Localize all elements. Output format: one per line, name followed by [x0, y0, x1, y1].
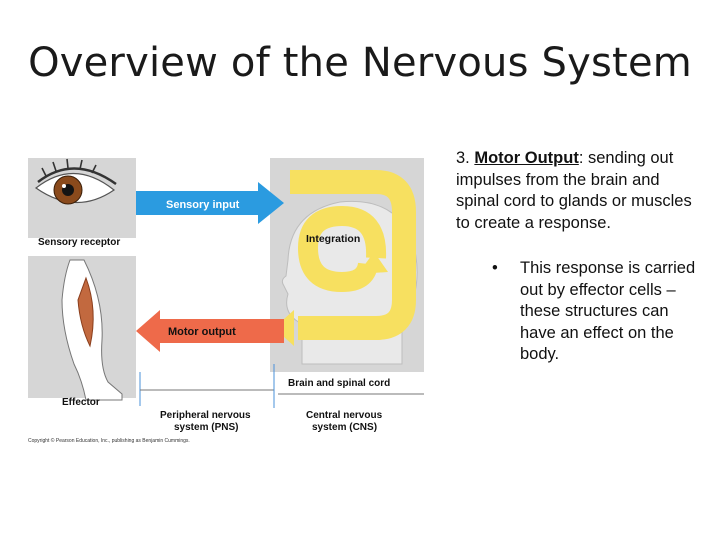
effector-label: Effector	[62, 397, 100, 408]
motor-output-arrow	[136, 310, 284, 352]
pns-label-line2: system (PNS)	[174, 422, 239, 433]
point-number: 3.	[456, 149, 470, 167]
point-text: : sending out impulses from the brain and spinal cord to glands or muscles to create a response.	[456, 149, 692, 232]
integration-label: Integration	[306, 233, 361, 245]
brain-spinal-cord-label: Brain and spinal cord	[288, 378, 391, 389]
cns-label-line1: Central nervous	[306, 410, 383, 421]
sensory-receptor-label: Sensory receptor	[38, 237, 121, 248]
pns-label-line1: Peripheral nervous	[160, 410, 251, 421]
sensory-input-label: Sensory input	[166, 199, 240, 211]
bullet-text: This response is carried out by effector cells – these structures can have an effect on the body.	[520, 259, 696, 364]
slide-title: Overview of the Nervous System	[28, 40, 692, 86]
motor-output-label: Motor output	[168, 326, 236, 338]
cns-label-line2: system (CNS)	[312, 422, 378, 433]
point-paragraph	[456, 148, 706, 234]
diagram-canvas	[26, 150, 434, 450]
nervous-system-diagram	[26, 150, 434, 450]
bullet-marker: •	[492, 259, 498, 277]
copyright-notice: Copyright © Pearson Education, Inc., publishing as Benjamin Cummings.	[28, 438, 190, 444]
point-heading: Motor Output	[474, 149, 579, 167]
sensory-input-arrow	[136, 182, 284, 224]
motor-output-description	[456, 148, 706, 234]
